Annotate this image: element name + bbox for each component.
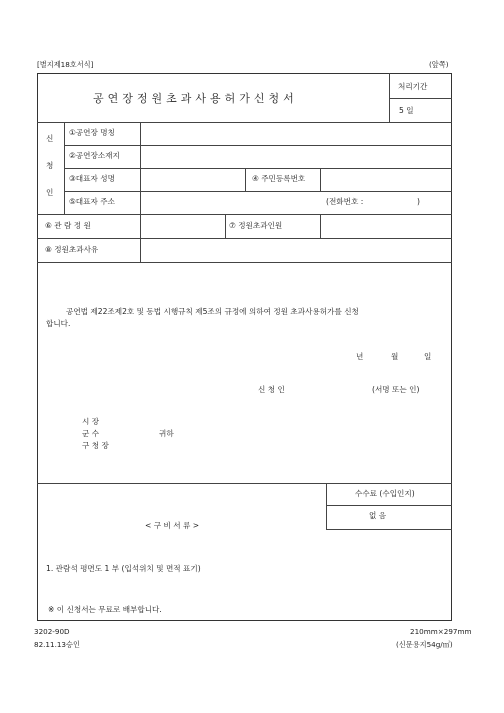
attachment-item-1: 1. 관람석 평면도 1 부 (입석위치 및 면적 표기) bbox=[46, 564, 201, 573]
attachments-heading: < 구 비 서 류 > bbox=[145, 521, 200, 530]
free-distribution-note: ※ 이 신청서는 무료로 배부합니다. bbox=[48, 605, 162, 614]
fee-divider bbox=[326, 483, 327, 529]
label-column-divider bbox=[140, 122, 141, 262]
excess-label: ⑦ 정원초과인원 bbox=[229, 221, 283, 230]
fee-label: 수수료 (수입인지) bbox=[355, 489, 415, 498]
row-divider-1 bbox=[64, 145, 452, 146]
addressee-mayor: 시 장 bbox=[82, 417, 100, 426]
venue-address-label: ②공연장소재지 bbox=[69, 151, 120, 160]
rep-id-divider-left bbox=[245, 168, 246, 191]
row-divider-4 bbox=[37, 214, 452, 215]
applicant-char-3: 인 bbox=[46, 188, 54, 197]
signature-label: (서명 또는 인) bbox=[372, 385, 420, 394]
rep-name-label: ③대표자 성명 bbox=[69, 174, 115, 183]
rep-id-divider-right bbox=[320, 168, 321, 191]
paper-type: (신문용지54g/㎡) bbox=[396, 640, 453, 649]
row-divider-5 bbox=[37, 238, 452, 239]
honorific: 귀하 bbox=[159, 429, 174, 438]
processing-period-label: 처리기간 bbox=[398, 82, 428, 91]
statement-line-2: 합니다. bbox=[46, 319, 71, 328]
form-code: 3202-90D bbox=[34, 627, 70, 636]
addressee-district: 구 청 장 bbox=[82, 441, 109, 450]
fee-mid-line bbox=[326, 505, 452, 506]
phone-label: (전화번호 : bbox=[326, 197, 364, 206]
page-side-label: (앞쪽) bbox=[429, 60, 449, 69]
fee-value: 없 음 bbox=[369, 511, 387, 520]
rep-address-label: ⑤대표자 주소 bbox=[69, 197, 115, 206]
fee-bottom-line bbox=[326, 529, 452, 530]
processing-period-value: 5 일 bbox=[399, 106, 414, 115]
form-title: 공연장정원초과사용허가신청서 bbox=[93, 92, 298, 105]
rep-id-label: ④ 주민등록번호 bbox=[252, 174, 306, 183]
addressee-governor: 군 수 bbox=[82, 429, 100, 438]
date-month: 월 bbox=[391, 352, 399, 361]
date-day: 일 bbox=[424, 352, 432, 361]
title-bottom-line bbox=[37, 122, 452, 123]
row-divider-2 bbox=[64, 168, 452, 169]
venue-name-label: ①공연장 명칭 bbox=[69, 128, 115, 137]
reason-label: ⑧ 정원초과사유 bbox=[45, 245, 99, 254]
row-divider-6 bbox=[37, 262, 452, 263]
phone-close: ) bbox=[417, 197, 420, 206]
applicant-label: 신 청 인 bbox=[258, 385, 285, 394]
row-divider-3 bbox=[64, 191, 452, 192]
capacity-label: ⑥ 관 람 정 원 bbox=[45, 221, 91, 230]
capacity-divider-right bbox=[320, 214, 321, 238]
paper-size: 210mm×297mm bbox=[410, 627, 472, 636]
statement-line-1: 공연법 제22조제2호 및 동법 시행규칙 제5조의 규정에 의하여 정원 초과사용허가를 신청 bbox=[66, 307, 359, 316]
applicant-char-1: 신 bbox=[46, 134, 54, 143]
capacity-divider-left bbox=[225, 214, 226, 238]
applicant-char-2: 청 bbox=[46, 161, 54, 170]
approval-date: 82.11.13승인 bbox=[34, 640, 80, 649]
form-number: [별지제18호서식] bbox=[37, 60, 94, 69]
attachments-top-line bbox=[37, 483, 452, 484]
processing-divider bbox=[389, 98, 452, 99]
date-year: 년 bbox=[356, 352, 364, 361]
